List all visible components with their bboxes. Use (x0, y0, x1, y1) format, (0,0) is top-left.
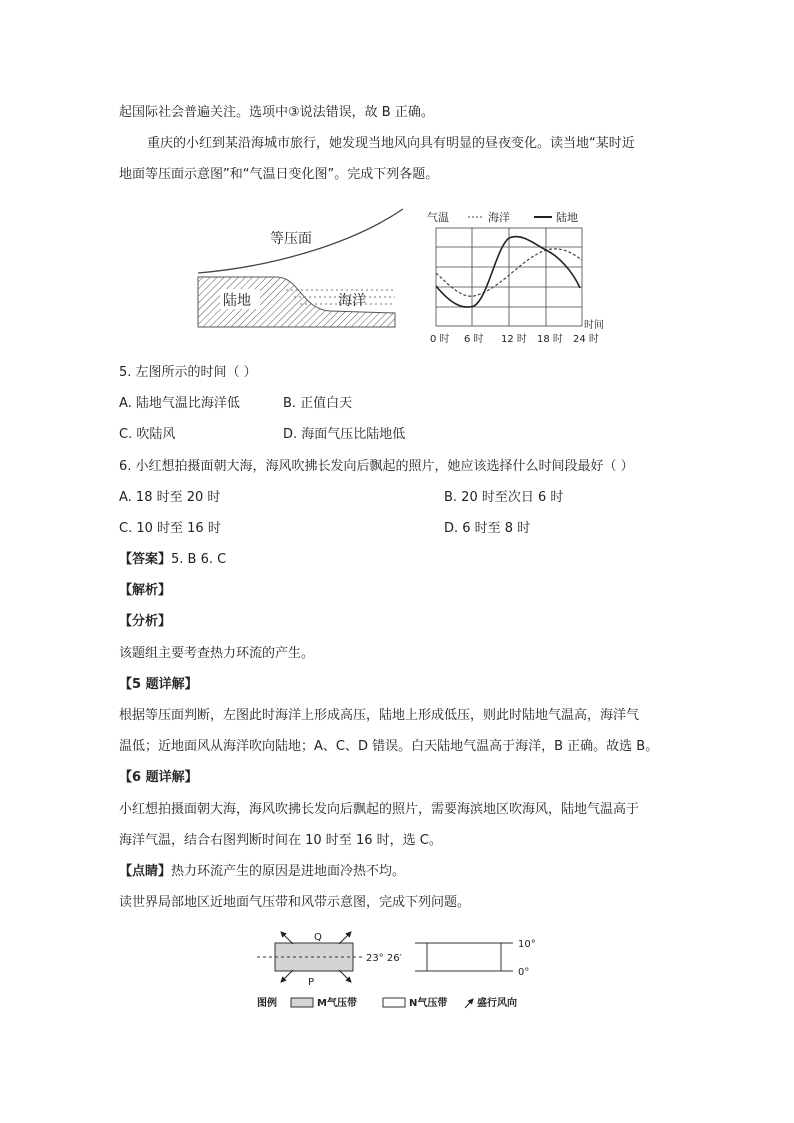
section-heading: 【分析】 (119, 614, 172, 629)
lat0-label: 0° (518, 967, 530, 978)
legend-land: 陆地 (556, 211, 578, 224)
option-a: A. 18 时至 20 时 (119, 490, 221, 505)
option-d: D. 6 时至 8 时 (444, 521, 531, 536)
answer-label: 【答案】 (119, 552, 172, 567)
text-line: 重庆的小红到某沿海城市旅行，她发现当地风向具有明显的昼夜变化。读当地“某时近 (147, 136, 635, 151)
sea-label: 海洋 (338, 293, 366, 309)
tip-label: 【点睛】 (119, 864, 172, 879)
isobar-diagram (190, 205, 410, 330)
option-c: C. 吹陆风 (119, 427, 176, 442)
text-line: 读世界局部地区近地面气压带和风带示意图，完成下列问题。 (119, 895, 471, 910)
option-b: B. 正值白天 (283, 396, 353, 411)
question-stem: 6. 小红想拍摄面朝大海，海风吹拂长发向后飘起的照片，她应该选择什么时间段最好（ ） (119, 459, 634, 474)
text-line: 温低；近地面风从海洋吹向陆地；A、C、D 错误。白天陆地气温高于海洋，B 正确。故选 B。 (119, 739, 659, 754)
option-b: B. 20 时至次日 6 时 (444, 490, 564, 505)
legend-wind: 盛行风向 (477, 998, 517, 1009)
p-label: P (308, 977, 315, 988)
wind-arrow (339, 970, 351, 982)
x-tick-label: 18 时 (537, 334, 563, 345)
legend-m-swatch (291, 998, 313, 1007)
pressure-belt-diagram (255, 928, 545, 1014)
y-axis-label: 气温 (427, 211, 449, 224)
temperature-chart (422, 208, 622, 348)
text-line: 小红想拍摄面朝大海，海风吹拂长发向后飘起的照片，需要海滨地区吹海风，陆地气温高于 (119, 802, 640, 817)
option-d: D. 海面气压比陆地低 (283, 427, 406, 442)
x-axis-label: 时间 (584, 320, 604, 331)
isobar-label: 等压面 (270, 231, 312, 247)
option-a: A. 陆地气温比海洋低 (119, 396, 240, 411)
x-tick-label: 12 时 (501, 334, 527, 345)
section-heading: 【解析】 (119, 583, 172, 598)
x-tick-label: 24 时 (573, 334, 599, 345)
legend-wind-arrow-icon (465, 999, 473, 1008)
text-line: 该题组主要考查热力环流的产生。 (119, 646, 315, 661)
q-label: Q (314, 932, 322, 943)
answer-line (119, 551, 226, 569)
question-stem: 5. 左图所示的时间（ ） (119, 365, 257, 380)
lat10-label: 10° (518, 939, 536, 950)
wind-arrow (281, 970, 293, 982)
legend-title: 图例 (257, 998, 277, 1009)
legend-sea: 海洋 (488, 211, 510, 224)
text-line: 海洋气温，结合右图判断时间在 10 时至 16 时，选 C。 (119, 833, 442, 848)
tip-line (119, 863, 405, 881)
text-line: 地面等压面示意图”和“气温日变化图”。完成下列各题。 (119, 167, 439, 182)
legend-n-swatch (383, 998, 405, 1007)
wind-arrow (281, 932, 293, 944)
x-tick-label: 6 时 (464, 334, 484, 345)
x-tick-label: 0 时 (430, 334, 450, 345)
chart-grid (436, 228, 582, 326)
legend-m: M气压带 (317, 998, 357, 1009)
tip-text: 热力环流产生的原因是进地面冷热不均。 (171, 864, 406, 879)
land-label: 陆地 (223, 293, 251, 309)
section-heading: 【6 题详解】 (119, 770, 198, 785)
wind-arrow (339, 932, 351, 944)
latitude-label: 23° 26′ (366, 953, 402, 964)
text-line: 起国际社会普遍关注。选项中③说法错误，故 B 正确。 (119, 105, 434, 120)
option-c: C. 10 时至 16 时 (119, 521, 221, 536)
text-line: 根据等压面判断，左图此时海洋上形成高压，陆地上形成低压，则此时陆地气温高，海洋气 (119, 708, 640, 723)
answer-text: 5. B 6. C (171, 552, 227, 567)
legend-n: N气压带 (409, 998, 448, 1009)
section-heading: 【5 题详解】 (119, 677, 198, 692)
